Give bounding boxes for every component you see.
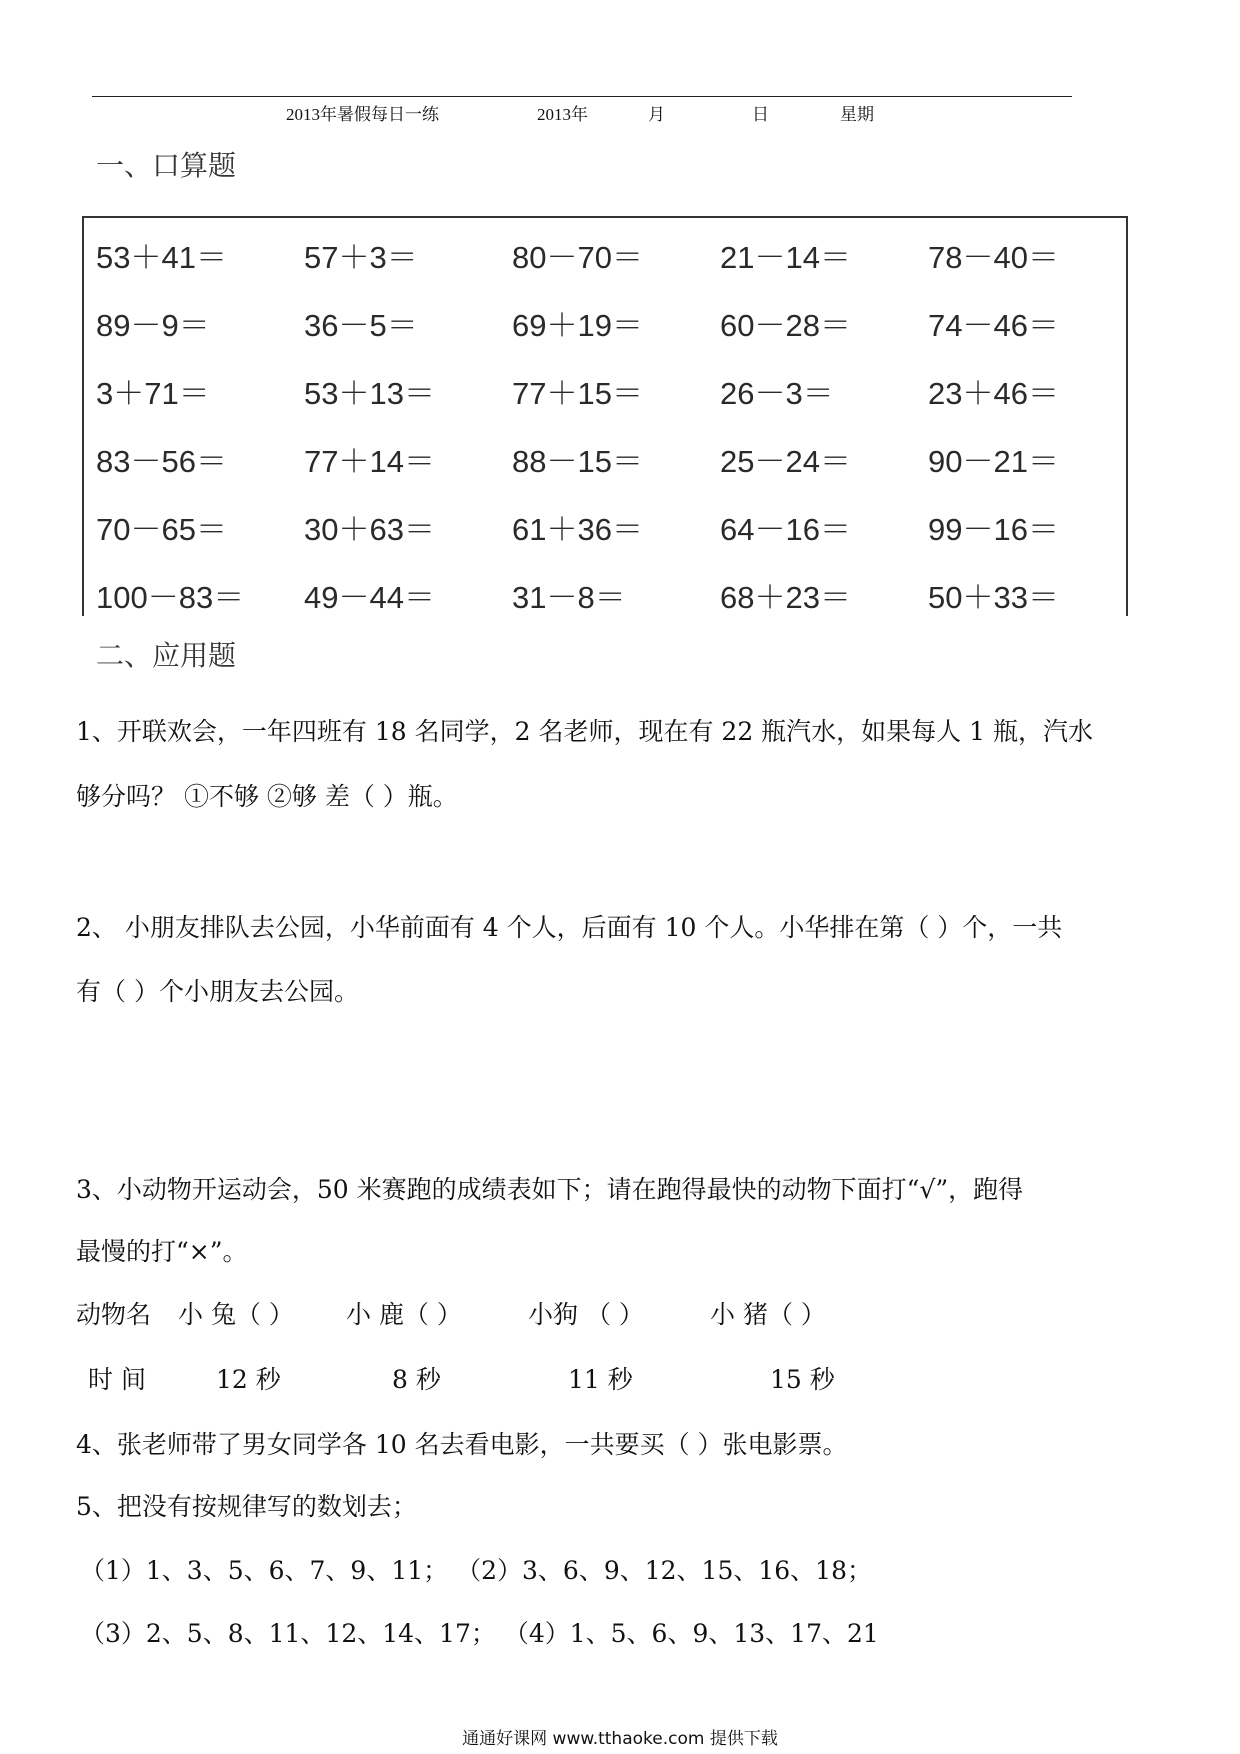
calc-problem: 74－46＝ (928, 308, 1059, 343)
calc-problem: 61＋36＝ (512, 512, 643, 547)
section2-title: 二、应用题 (96, 639, 237, 672)
calc-problem: 88－15＝ (512, 444, 643, 479)
header-rule (92, 96, 1072, 97)
header-title: 2013年暑假每日一练 (286, 105, 439, 124)
animal-deer: 小 鹿（ ） (346, 1300, 462, 1329)
calc-problem: 60－28＝ (720, 308, 851, 343)
animal-dog: 小狗 （ ） (528, 1300, 644, 1329)
calc-problem: 68＋23＝ (720, 580, 851, 615)
calc-problem: 53＋41＝ (96, 240, 227, 275)
header-day: 日 (752, 105, 769, 124)
calc-problem: 89－9＝ (96, 308, 210, 343)
footer-credit: 通通好课网 www.tthaoke.com 提供下载 (462, 1729, 778, 1749)
calc-problem: 69＋19＝ (512, 308, 643, 343)
calc-problem: 50＋33＝ (928, 580, 1059, 615)
time-dog: 11 秒 (568, 1365, 633, 1394)
time-deer: 8 秒 (392, 1365, 441, 1394)
time-pig: 15 秒 (770, 1365, 835, 1394)
time-rabbit: 12 秒 (216, 1365, 281, 1394)
calc-problem: 78－40＝ (928, 240, 1059, 275)
question-5-line-2: （3）2、5、8、11、12、14、17； （4）1、5、6、9、13、17、21 (80, 1619, 879, 1648)
calc-problem: 70－65＝ (96, 512, 227, 547)
calc-problem: 31－8＝ (512, 580, 626, 615)
calc-problem: 36－5＝ (304, 308, 418, 343)
time-label: 时 间 (88, 1365, 146, 1394)
calc-problem: 30＋63＝ (304, 512, 435, 547)
calc-problem: 3＋71＝ (96, 376, 210, 411)
animal-rabbit: 小 兔（ ） (178, 1300, 294, 1329)
calc-problem: 83－56＝ (96, 444, 227, 479)
calc-problem: 57＋3＝ (304, 240, 418, 275)
calc-problem: 21－14＝ (720, 240, 851, 275)
question-2-line-1: 2、 小朋友排队去公园，小华前面有 4 个人，后面有 10 个人。小华排在第（ ）个，一共 (76, 913, 1063, 942)
calc-problem: 100－83＝ (96, 580, 245, 615)
header-year: 2013年 (537, 105, 588, 124)
question-4: 4、张老师带了男女同学各 10 名去看电影，一共要买（ ）张电影票。 (76, 1430, 848, 1459)
calc-problem: 49－44＝ (304, 580, 435, 615)
question-5: 5、把没有按规律写的数划去； (76, 1492, 417, 1521)
animal-label: 动物名 (76, 1300, 152, 1329)
question-1-line-1: 1、开联欢会，一年四班有 18 名同学，2 名老师，现在有 22 瓶汽水，如果每人 1 瓶，汽水 (76, 717, 1093, 746)
calc-problem: 99－16＝ (928, 512, 1059, 547)
calc-problem: 80－70＝ (512, 240, 643, 275)
question-3-line-1: 3、小动物开运动会，50 米赛跑的成绩表如下；请在跑得最快的动物下面打“√”，跑得 (76, 1175, 1024, 1204)
calc-problem: 53＋13＝ (304, 376, 435, 411)
header-month: 月 (648, 105, 665, 124)
calc-problem: 23＋46＝ (928, 376, 1059, 411)
header-weekday: 星期 (840, 105, 874, 124)
section1-title: 一、口算题 (96, 149, 237, 182)
calc-problem: 25－24＝ (720, 444, 851, 479)
question-3-line-2: 最慢的打“×”。 (76, 1237, 248, 1266)
calc-problem: 26－3＝ (720, 376, 834, 411)
question-5-line-1: （1）1、3、5、6、7、9、11； （2）3、6、9、12、15、16、18； (80, 1556, 872, 1585)
calc-problem: 77＋15＝ (512, 376, 643, 411)
calc-problem: 77＋14＝ (304, 444, 435, 479)
question-2-line-2: 有（ ）个小朋友去公园。 (76, 977, 359, 1006)
calc-problem: 90－21＝ (928, 444, 1059, 479)
question-1-line-2: 够分吗？ ①不够 ②够 差（ ）瓶。 (76, 782, 458, 811)
calc-problem: 64－16＝ (720, 512, 851, 547)
animal-pig: 小 猪（ ） (710, 1300, 826, 1329)
